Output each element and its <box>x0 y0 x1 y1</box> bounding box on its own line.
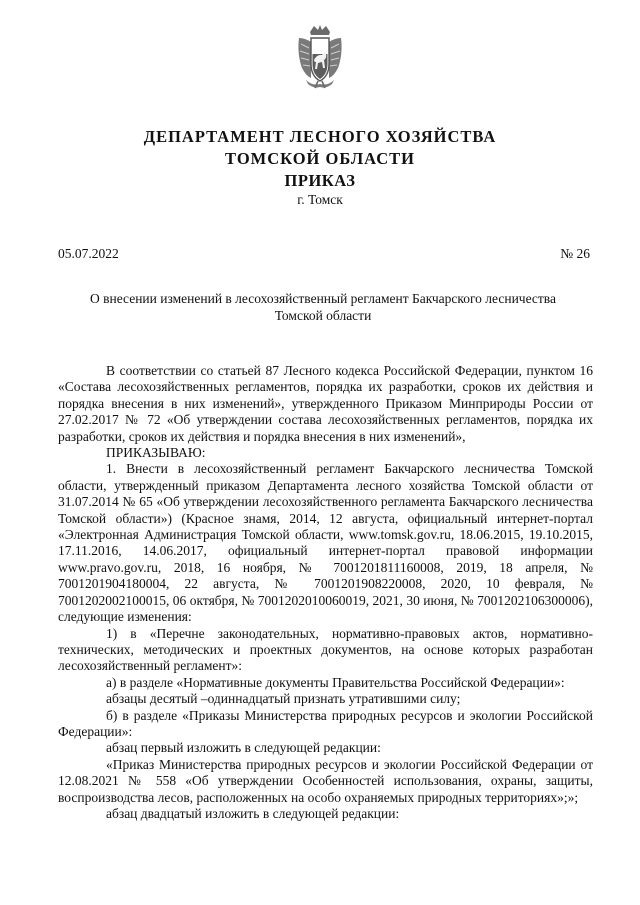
department-title-line1: ДЕПАРТАМЕНТ ЛЕСНОГО ХОЗЯЙСТВА <box>143 127 497 146</box>
paragraph-basis: В соответствии со статьей 87 Лесного кодекса Российской Федерации, пунктом 16 «Состава лесохозяйственных регламентов, порядка их разработки, сроков их действия и порядка внесения в них изменений», утвержденного Приказом Минприроды России от 27.02.2017 № 72 «Об утверждении состава лесохозяйственных регламентов, порядка их разработки, сроков их действия и порядка внесения в них изменений», <box>58 363 593 444</box>
document-number: № 26 <box>560 246 590 261</box>
paragraph-paragraphs-void: абзацы десятый –одиннадцатый признать утратившими силу; <box>106 691 461 707</box>
document-date: 05.07.2022 <box>58 246 119 261</box>
paragraph-first-edit: абзац первый изложить в следующей редакции: <box>106 740 381 756</box>
document-type: ПРИКАЗ <box>284 171 356 190</box>
paragraph-item-1: 1. Внести в лесохозяйственный регламент Бакчарского лесничества Томской области, утвержденный приказом Департамента лесного хозяйства Томской области от 31.07.2014 № 65 «Об утверждении лесохозяйственного регламента Бакчарского лесничества Томской области») (Красное знамя, 2014, 12 августа, официальный интернет-портал «Электронная Администрация Томской области, www.tomsk.gov.ru, 18.06.2015, 19.10.2015, 17.11.2016, 14.06.2017, официальный интернет-портал правовой информации www.pravo.gov.ru, 2018, 16 ноября, № 7001201811160008, 2019, 18 апреля, № 7001201904180004, 22 августа, № 7001201908220008, 2020, 10 февраля, № 7001202002100015, 06 октября, № 7001202010060019, 2021, 30 июня, № 7001202106300006), следующие изменения: <box>58 461 593 625</box>
coat-of-arms-icon <box>296 24 344 90</box>
city: г. Томск <box>297 192 343 207</box>
document-body <box>58 363 593 822</box>
paragraph-subitem-b: б) в разделе «Приказы Министерства природных ресурсов и экологии Российской Федерации»: <box>58 707 593 739</box>
paragraph-subitem-a: а) в разделе «Нормативные документы Правительства Российской Федерации»: <box>106 674 565 690</box>
paragraph-order-word: ПРИКАЗЫВАЮ: <box>106 445 206 461</box>
department-title-line2: ТОМСКОЙ ОБЛАСТИ <box>225 149 415 168</box>
document-subject: О внесении изменений в лесохозяйственный регламент Бакчарского лесничества Томской области <box>90 291 556 323</box>
paragraph-twentieth-edit: абзац двадцатый изложить в следующей редакции: <box>106 805 400 821</box>
paragraph-quoted-order: «Приказ Министерства природных ресурсов и экологии Российской Федерации от 12.08.2021 № 558 «Об утверждении Особенностей использования, охраны, защиты, воспроизводства лесов, расположенных на особо охраняемых природных территориях»;»; <box>58 756 593 805</box>
paragraph-subitem-1: 1) в «Перечне законодательных, нормативно-правовых актов, нормативно-технических, методических и проектных документов, на основе которых разработан лесохозяйственный регламент»: <box>58 625 593 674</box>
